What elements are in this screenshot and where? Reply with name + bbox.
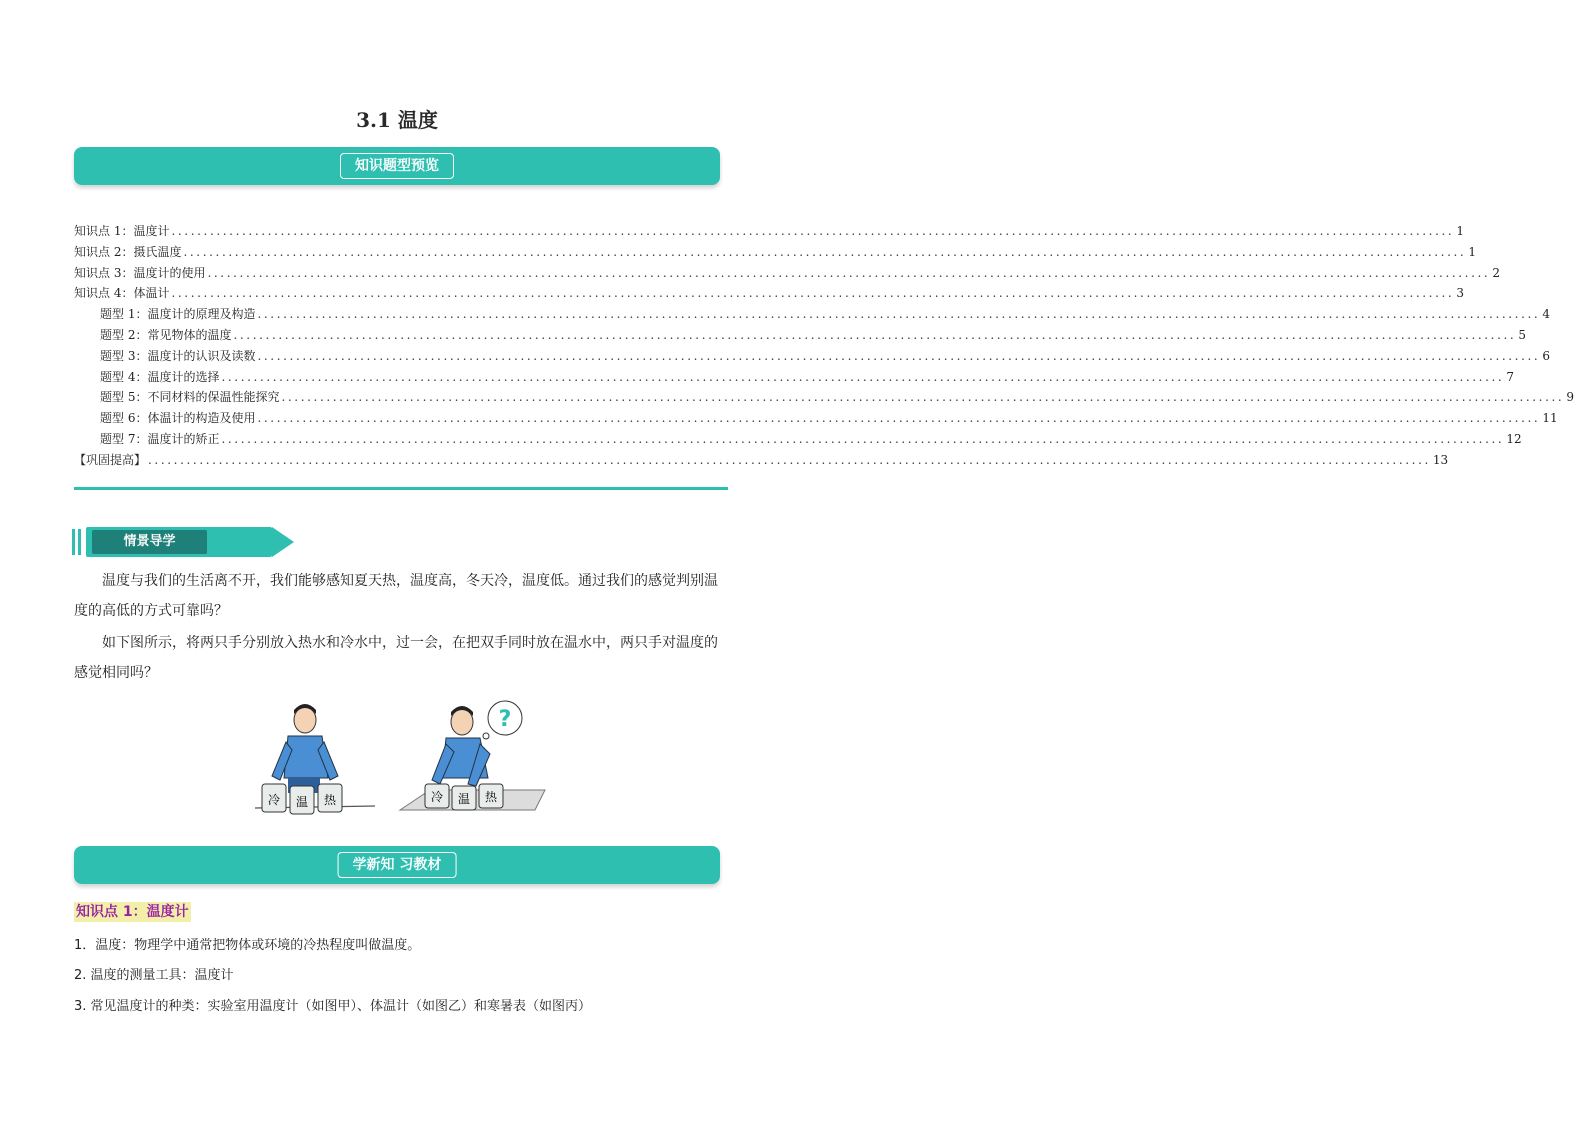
toc-entry-label: 题型 6：体温计的构造及使用 xyxy=(100,411,256,426)
toc-entry[interactable] xyxy=(100,347,1550,367)
section-tag xyxy=(72,527,232,557)
toc-entry[interactable] xyxy=(100,326,1526,346)
toc-leader-dots: ........................................................................................................................................................................................................ xyxy=(257,307,1541,322)
toc-entry-label: 知识点 3：温度计的使用 xyxy=(74,265,206,280)
toc-page-number: 3 xyxy=(1456,286,1464,301)
intro-paragraph-2: 如下图所示，将两只手分别放入热水和冷水中，过一会，在把双手同时放在温水中，两只手对温度的感觉相同吗？ xyxy=(74,635,718,681)
divider xyxy=(74,487,728,490)
bucket-label: 温 xyxy=(457,792,471,806)
definition-item-1: 1．温度：物理学中通常把物体或环境的冷热程度叫做温度。 xyxy=(74,938,421,953)
hands-in-water-illustration xyxy=(250,698,550,823)
right-person-figure xyxy=(432,706,490,786)
toc-entry-label: 知识点 1：温度计 xyxy=(74,224,170,238)
toc-entry[interactable] xyxy=(100,409,1558,429)
toc-entry-label: 题型 5：不同材料的保温性能探究 xyxy=(100,390,280,405)
question-mark-icon xyxy=(483,701,522,739)
toc-page-number: 12 xyxy=(1506,432,1522,446)
bucket-label: 热 xyxy=(484,790,498,804)
bucket-label: 温 xyxy=(295,795,309,809)
toc-page-number: 6 xyxy=(1542,348,1550,363)
toc-entry[interactable] xyxy=(100,305,1550,325)
left-buckets xyxy=(262,784,342,814)
right-buckets xyxy=(425,784,503,810)
toc-leader-dots: ........................................................................................................................................................................................................ xyxy=(171,224,1455,238)
toc-leader-dots: ........................................................................................................................................................................................................ xyxy=(171,286,1455,301)
toc-entry[interactable] xyxy=(74,264,1500,284)
preview-banner xyxy=(74,147,720,185)
toc-entry-label: 题型 1：温度计的原理及构造 xyxy=(100,307,256,322)
toc-entry-label: 知识点 4：体温计 xyxy=(74,286,170,301)
toc-leader-dots: ........................................................................................................................................................................................................ xyxy=(183,244,1467,259)
toc-entry[interactable] xyxy=(100,368,1514,388)
toc-page-number: 11 xyxy=(1542,411,1558,426)
left-person-figure xyxy=(272,704,338,793)
toc-entry-label: 【巩固提高】 xyxy=(74,452,147,467)
new-knowledge-banner xyxy=(74,846,720,884)
page-title: 3.1 温度 xyxy=(356,108,438,132)
arrow-icon xyxy=(272,527,294,557)
toc-page-number: 1 xyxy=(1468,244,1476,259)
toc-leader-dots: ........................................................................................................................................................................................................ xyxy=(257,411,1541,426)
knowledge-point-heading: 知识点 1：温度计 xyxy=(76,904,189,920)
toc-page-number: 9 xyxy=(1566,390,1574,405)
toc-page-number: 1 xyxy=(1456,224,1464,238)
new-knowledge-banner-label: 学新知 习教材 xyxy=(338,852,457,878)
toc-leader-dots: ........................................................................................................................................................................................................ xyxy=(233,328,1517,342)
toc-leader-dots: ........................................................................................................................................................................................................ xyxy=(257,348,1541,363)
bucket-label: 冷 xyxy=(430,790,444,804)
toc-entry-label: 题型 4：温度计的选择 xyxy=(100,369,220,384)
toc-page-number: 13 xyxy=(1432,452,1449,467)
toc-leader-dots: ........................................................................................................................................................................................................ xyxy=(148,452,1431,467)
toc-page-number: 7 xyxy=(1506,369,1514,384)
definition-item-3: 3. 常见温度计的种类：实验室用温度计（如图甲）、体温计（如图乙）和寒暑表（如图丙） xyxy=(74,999,592,1014)
toc-entry-label: 题型 3：温度计的认识及读数 xyxy=(100,348,256,363)
toc-entry[interactable] xyxy=(74,222,1464,242)
definition-item-2: 2. 温度的测量工具：温度计 xyxy=(74,968,234,983)
intro-paragraph-1: 温度与我们的生活离不开，我们能够感知夏天热，温度高，冬天冷，温度低。通过我们的感觉判别温度的高低的方式可靠吗？ xyxy=(74,573,718,619)
toc-entry-label: 知识点 2：摄氏温度 xyxy=(74,244,182,259)
toc-entry-label: 题型 2：常见物体的温度 xyxy=(100,328,232,342)
bucket-label: 冷 xyxy=(267,793,281,807)
toc-leader-dots: ........................................................................................................................................................................................................ xyxy=(207,265,1491,280)
bucket-label: 热 xyxy=(323,793,337,807)
toc-entry[interactable] xyxy=(100,388,1574,408)
toc-page-number: 2 xyxy=(1492,265,1500,280)
toc-leader-dots: ........................................................................................................................................................................................................ xyxy=(281,390,1565,405)
toc-entry[interactable] xyxy=(74,284,1464,304)
toc-leader-dots: ........................................................................................................................................................................................................ xyxy=(221,432,1505,446)
preview-banner-label: 知识题型预览 xyxy=(340,153,454,179)
toc-entry[interactable] xyxy=(74,451,1449,471)
toc-entry[interactable] xyxy=(100,430,1522,450)
toc-leader-dots: ........................................................................................................................................................................................................ xyxy=(221,369,1505,384)
toc-entry[interactable] xyxy=(74,243,1476,263)
toc-page-number: 5 xyxy=(1518,328,1526,342)
question-symbol: ? xyxy=(498,707,512,732)
section-tag-label: 情景导学 xyxy=(92,530,207,554)
toc-page-number: 4 xyxy=(1542,307,1550,322)
toc-entry-label: 题型 7：温度计的矫正 xyxy=(100,432,220,446)
